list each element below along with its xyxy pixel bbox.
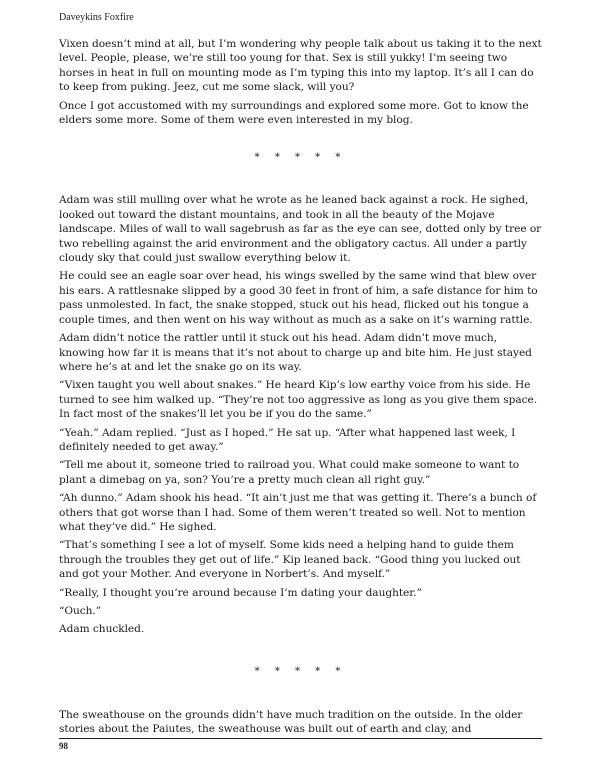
- paragraph: “Vixen taught you well about snakes.” He heard Kip’s low earthy voice from his side. He turned to see him walked up. “They’re not too aggressive as long as you give them space. In fact most of the snakes’ll let you be if you do the same.”: [59, 379, 538, 421]
- paragraph: “That’s something I see a lot of myself. Some kids need a helping hand to guide them through the troubles they get out of life.” Kip leaned back. “Good thing you lucked out and got your Mother. And everyone in Norbert’s. And myself.”: [59, 539, 521, 581]
- paragraph: Vixen doesn’t mind at all, but I’m wondering why people talk about us taking it to the next level. People, please, we’re still too young for that. Sex is still yukky! I’m seeing two horses in heat in full on mounting mode as I’m typing this into my laptop. It’s all I can do to keep from puking. Jeez, cut me some slack, will you?: [59, 38, 542, 94]
- scene-break: * * * * *: [254, 152, 347, 164]
- page-number: 98: [59, 741, 68, 751]
- running-header-author: Daveykins Foxfire: [59, 12, 134, 23]
- paragraph: “Tell me about it, someone tried to railroad you. What could make someone to want to plant a dimebag on ya, son? You’re a pretty much clean all right guy.”: [59, 459, 520, 486]
- paragraph: “Ah dunno.” Adam shook his head. “It ain’t just me that was getting it. There’s a bunch of others that got worse than I had. Some of them weren’t treated so well. Not to mention what they’ve did.” He sighed.: [59, 492, 537, 533]
- paragraph: The sweathouse on the grounds didn’t have much tradition on the outside. In the older stories about the Paiutes, the sweathouse was built out of earth and clay, and: [59, 708, 523, 736]
- paragraph: Adam was still mulling over what he wrote as he leaned back against a rock. He sighed, looked out toward the distant mountains, and took in all the beauty of the Mojave landscape. Miles of wall to wall sagebrush as far as the eye can see, dotted only by tree or two rebelling against the arid environment and the obligatory cactus. All under a partly cloudy sky that could just swallow everything below it.: [59, 194, 542, 265]
- scene-break: * * * * *: [254, 665, 347, 677]
- paragraph: Adam didn’t notice the rattler until it stuck out his head. Adam didn’t move much, knowing how far it is means that it’s not about to charge up and bite him. He just stayed where he’s at and let the snake go on its way.: [59, 332, 532, 373]
- paragraph: “Really, I thought you’re around because I’m dating your daughter.”: [59, 586, 422, 599]
- paragraph: Adam chuckled.: [59, 623, 145, 636]
- paragraph: Once I got accustomed with my surroundings and explored some more. Got to know the elders some more. Some of them were even interested in my blog.: [59, 99, 529, 127]
- paragraph: “Yeah.” Adam replied. “Just as I hoped.” He sat up. “After what happened last week, I definitely needed to get away.”: [59, 426, 516, 453]
- body-text: [59, 37, 542, 741]
- paragraph: “Ouch.”: [59, 605, 102, 617]
- paragraph: He could see an eagle soar over head, his wings swelled by the same wind that blew over his ears. A rattlesnake slipped by a good 30 feet in front of him, a safe distance for him to pass unmolested. In fact, the snake stopped, stuck out his head, flicked out his tongue a couple times, and then went on his way without as much as a sake on it’s warning rattle.: [59, 270, 538, 326]
- footer-divider: [59, 738, 542, 739]
